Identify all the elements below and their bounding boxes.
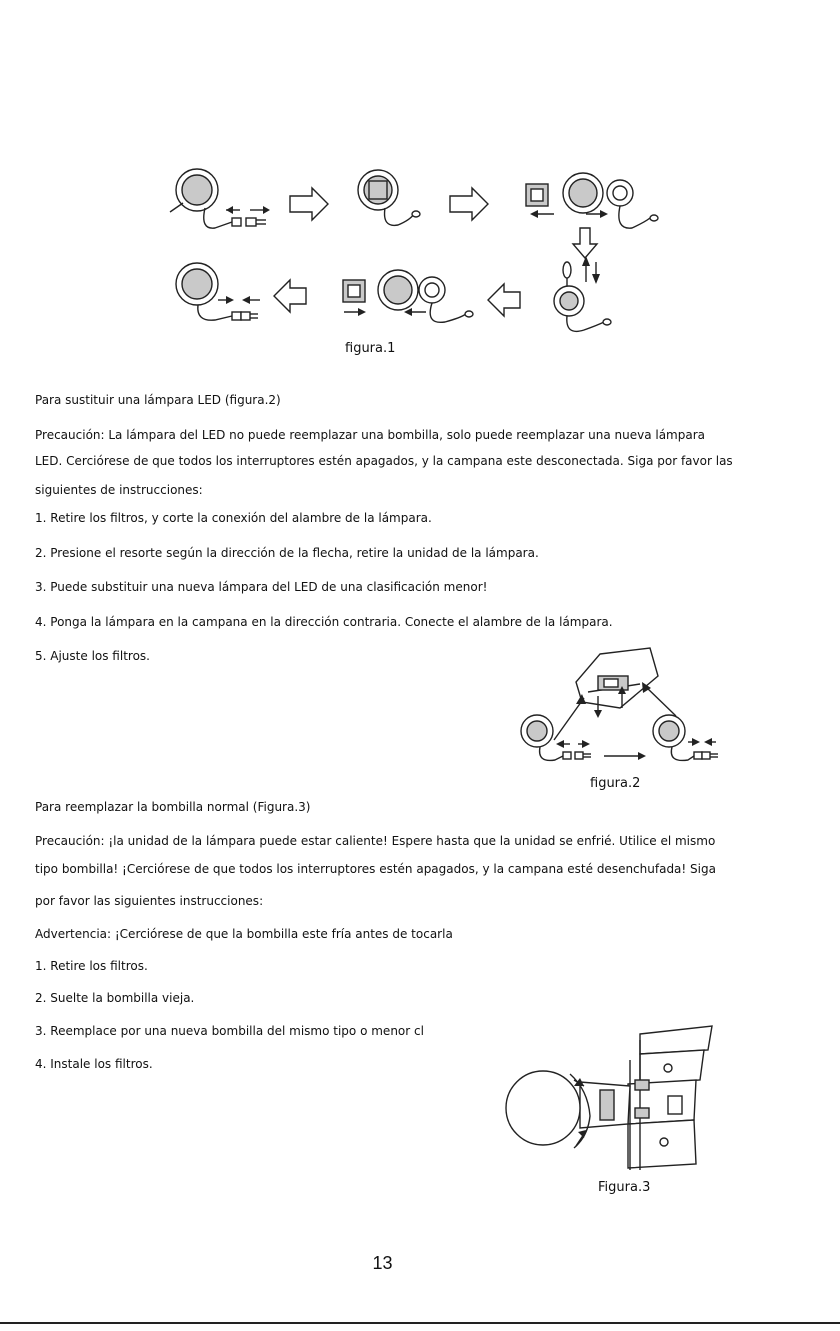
led-step-4: 4. Ponga la lámpara en la campana en la dirección contraria. Conecte el alambre de la lámpara. [35,615,613,629]
figure-3-caption: Figura.3 [598,1180,651,1195]
fig3-bulb [506,1071,630,1148]
fig1-bulb-small [563,256,600,286]
led-caution-line-1: Precaución: La lámpara del LED no puede reemplazar una bombilla, solo puede reemplazar una nueva lámpara [35,428,705,442]
bulb-caution-line-1: Precaución: ¡la unidad de la lámpara puede estar caliente! Espere hasta que la unidad se enfrié. Utilice el mismo [35,834,716,848]
led-step-5: 5. Ajuste los filtros. [35,649,150,663]
led-step-3: 3. Puede substituir una nueva lámpara del LED de una clasificación menor! [35,580,488,594]
fig1-lamp-separated [526,173,658,228]
led-section-heading: Para sustituir una lámpara LED (figura.2) [35,393,281,407]
led-caution-line-3: siguientes de instrucciones: [35,483,203,497]
figure-2-diagram [0,648,840,778]
figure-1-caption: figura.1 [345,341,396,356]
arrow-left-1 [488,284,520,316]
arrow-right-1 [290,188,328,220]
bulb-warning: Advertencia: ¡Cerciórese de que la bombilla este fría antes de tocarla [35,927,453,941]
arrow-down-1 [573,228,597,258]
bottom-divider [0,1322,840,1324]
bulb-caution-line-2: tipo bombilla! ¡Cerciórese de que todos los interruptores estén apagados, y la campana esté desenchufada! Siga [35,862,716,876]
arrow-right-2 [450,188,488,220]
led-step-1: 1. Retire los filtros, y corte la conexión del alambre de la lámpara. [35,511,432,525]
bulb-caution-line-3: por favor las siguientes instrucciones: [35,894,264,908]
fig1-lamp-row2-middle [343,270,473,322]
fig3-bracket [628,1026,712,1170]
figure-3-diagram [0,1020,840,1180]
fig2-hood-panel [576,648,658,718]
bulb-step-1: 1. Retire los filtros. [35,959,148,973]
arrow-left-2 [274,280,306,312]
fig1-lamp-connected [170,169,270,228]
led-caution-line-2: LED. Cerciórese de que todos los interruptores estén apagados, y la campana este desconectada. Siga por favor las [35,454,733,468]
fig2-lamp-right [653,715,718,760]
page-number: 13 [372,1253,393,1273]
figure-1-diagram [0,0,840,340]
bulb-step-3: 3. Reemplace por una nueva bombilla del mismo tipo o menor cl [35,1024,424,1038]
figure-2-caption: figura.2 [590,776,641,791]
bulb-section-heading: Para reemplazar la bombilla normal (Figura.3) [35,800,311,814]
fig1-lamp-row2-left [176,263,260,320]
fig1-lamp-spring [358,170,420,225]
led-step-2: 2. Presione el resorte según la dirección de la flecha, retire la unidad de la lámpara. [35,546,539,560]
bulb-step-4: 4. Instale los filtros. [35,1057,153,1071]
fig1-lamp-row2-right [554,286,611,331]
bulb-step-2: 2. Suelte la bombilla vieja. [35,991,195,1005]
